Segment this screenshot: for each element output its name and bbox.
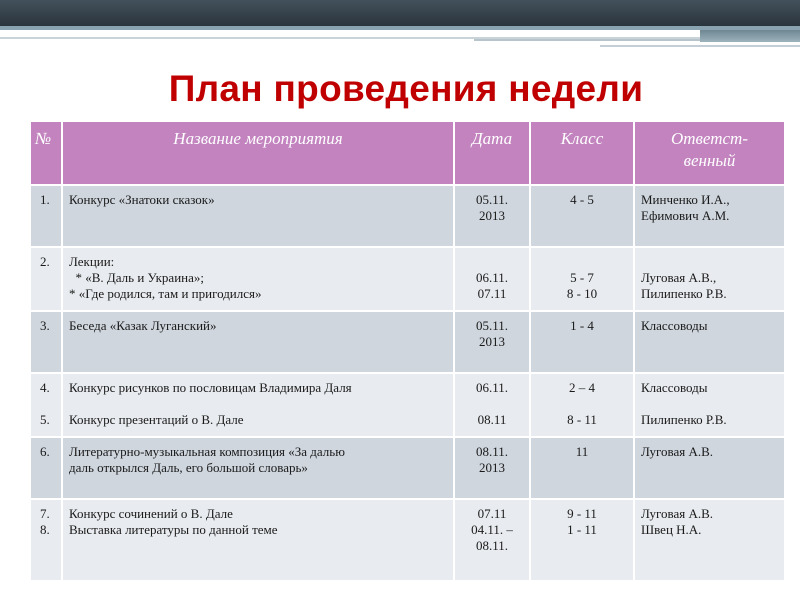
cell-date — [454, 437, 530, 499]
cell-class-line: 8 - 11 — [567, 412, 597, 427]
cell-responsible — [634, 437, 785, 499]
cell-event-name — [62, 437, 454, 499]
cell-responsible-line — [641, 396, 778, 412]
top-bar — [0, 0, 800, 26]
cell-class-line: 1 - 4 — [570, 318, 594, 333]
cell-event-name — [62, 373, 454, 437]
header-event-name: Название мероприятия — [62, 121, 454, 185]
cell-class-line — [537, 396, 627, 412]
cell-responsible-line: Луговая А.В., — [641, 270, 717, 285]
cell-date-line: 2013 — [479, 460, 505, 475]
cell-event-name-line: * «В. Даль и Украина»; — [69, 270, 204, 285]
cell-date-line: 2013 — [479, 334, 505, 349]
cell-number-line: 6. — [40, 444, 50, 459]
cell-class-line — [537, 254, 627, 270]
cell-responsible-line: Ефимович А.М. — [641, 208, 730, 223]
table-row — [30, 437, 785, 499]
cell-date-line: 08.11. — [475, 444, 509, 459]
events-table — [29, 120, 786, 582]
cell-class-line: 9 - 11 — [567, 506, 597, 521]
cell-date — [454, 247, 530, 311]
cell-number-line: 2. — [40, 254, 50, 269]
header-class: Класс — [530, 121, 634, 185]
header-number: № — [30, 121, 62, 185]
cell-responsible — [634, 311, 785, 373]
cell-event-name-line: Лекции: — [69, 254, 115, 269]
cell-responsible-line: Минченко И.А., — [641, 192, 730, 207]
cell-event-name-line: даль открылся Даль, его большой словарь» — [69, 460, 308, 475]
cell-class — [530, 437, 634, 499]
cell-number-line: 1. — [40, 192, 50, 207]
cell-event-name-line — [69, 396, 447, 412]
cell-class-line: 11 — [575, 444, 589, 459]
cell-date-line: 07.11 — [477, 506, 507, 521]
cell-number — [30, 437, 62, 499]
cell-event-name — [62, 499, 454, 581]
cell-number-line: 5. — [40, 412, 50, 427]
header-date: Дата — [454, 121, 530, 185]
cell-responsible-line: Швец Н.А. — [641, 522, 702, 537]
cell-class-line: 2 – 4 — [569, 380, 595, 395]
cell-class — [530, 311, 634, 373]
cell-class-line: 1 - 11 — [567, 522, 597, 537]
cell-date-line: 06.11. — [475, 380, 509, 395]
cell-date-line: 08.11. — [475, 538, 509, 553]
cell-responsible-line: Классоводы — [641, 318, 708, 333]
cell-responsible-line: Пилипенко Р.В. — [641, 412, 727, 427]
cell-event-name-line: Конкурс сочинений о В. Дале — [69, 506, 233, 521]
cell-responsible-line — [641, 254, 778, 270]
cell-event-name — [62, 311, 454, 373]
cell-date — [454, 185, 530, 247]
cell-date-line — [461, 396, 523, 412]
cell-date-line: 04.11. – — [471, 522, 513, 537]
cell-number-line: 8. — [40, 522, 50, 537]
slide-title: План проведения недели — [168, 68, 644, 109]
top-bar-accent — [0, 26, 800, 30]
cell-event-name — [62, 247, 454, 311]
cell-number-line: 3. — [40, 318, 50, 333]
cell-responsible — [634, 247, 785, 311]
cell-responsible-line: Пилипенко Р.В. — [641, 286, 727, 301]
cell-class — [530, 185, 634, 247]
table-row — [30, 247, 785, 311]
cell-date-line: 05.11. — [475, 318, 509, 333]
cell-responsible-line: Классоводы — [641, 380, 708, 395]
decor-block — [700, 30, 800, 42]
cell-class — [530, 247, 634, 311]
cell-date — [454, 499, 530, 581]
cell-responsible-line: Луговая А.В. — [641, 444, 714, 459]
cell-class — [530, 499, 634, 581]
cell-number — [30, 499, 62, 581]
cell-event-name-line: Литературно-музыкальная композиция «За далью — [69, 444, 345, 459]
cell-responsible — [634, 185, 785, 247]
cell-date-line: 07.11 — [477, 286, 507, 301]
decor-line — [600, 45, 800, 47]
cell-event-name-line: Конкурс «Знатоки сказок» — [69, 192, 215, 207]
header-responsible — [634, 121, 785, 185]
cell-date-line: 06.11. — [475, 270, 509, 285]
cell-event-name-line: Конкурс рисунков по пословицам Владимира Даля — [69, 380, 352, 395]
cell-event-name-line: Выставка литературы по данной теме — [69, 522, 278, 537]
table-row — [30, 311, 785, 373]
cell-number — [30, 373, 62, 437]
cell-date — [454, 311, 530, 373]
cell-date-line: 05.11. — [475, 192, 509, 207]
table-row — [30, 185, 785, 247]
cell-class — [530, 373, 634, 437]
cell-event-name-line: * «Где родился, там и пригодился» — [69, 286, 262, 301]
cell-number-line: 4. — [40, 380, 50, 395]
table-row — [30, 499, 785, 581]
header-responsible-line1: Ответст- — [670, 129, 748, 148]
cell-class-line: 8 - 10 — [566, 286, 598, 301]
cell-class-line: 5 - 7 — [570, 270, 594, 285]
cell-responsible — [634, 499, 785, 581]
cell-number-line: 7. — [40, 506, 50, 521]
cell-date-line: 08.11 — [477, 412, 507, 427]
cell-event-name-line: Конкурс презентаций о В. Дале — [69, 412, 244, 427]
cell-number — [30, 247, 62, 311]
cell-event-name-line: Беседа «Казак Луганский» — [69, 318, 217, 333]
table-row — [30, 373, 785, 437]
cell-class-line: 4 - 5 — [570, 192, 594, 207]
cell-date — [454, 373, 530, 437]
header-responsible-line2: венный — [683, 151, 736, 170]
cell-event-name — [62, 185, 454, 247]
cell-date-line — [461, 254, 523, 270]
cell-number — [30, 185, 62, 247]
cell-date-line: 2013 — [479, 208, 505, 223]
table-header-row — [30, 121, 785, 185]
cell-number-line — [40, 396, 59, 412]
cell-number — [30, 311, 62, 373]
cell-responsible-line: Луговая А.В. — [641, 506, 714, 521]
cell-responsible — [634, 373, 785, 437]
